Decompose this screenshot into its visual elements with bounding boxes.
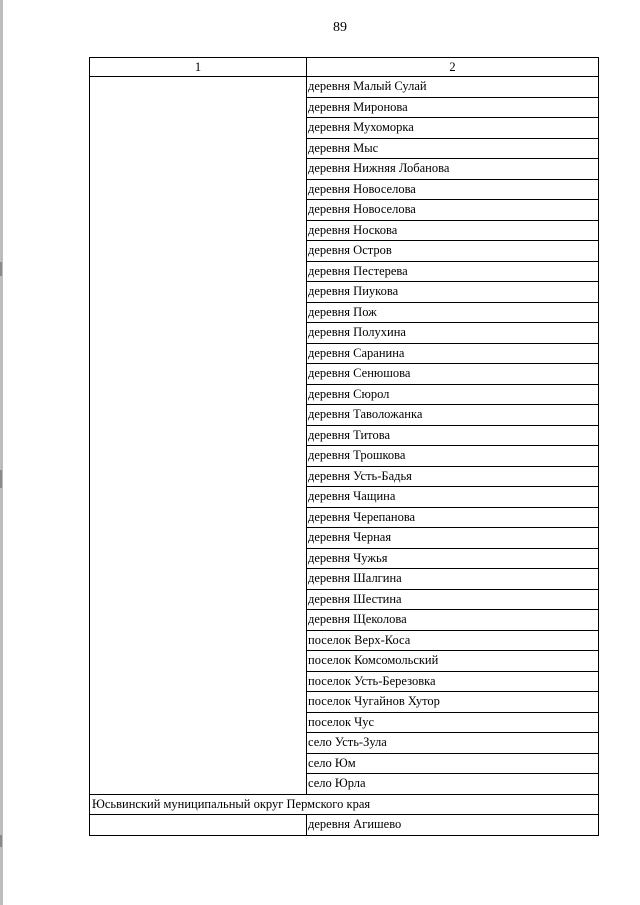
settlement-cell: деревня Трошкова: [307, 446, 599, 467]
settlement-cell: деревня Полухина: [307, 323, 599, 344]
scan-mark: [0, 262, 2, 276]
settlement-cell: деревня Чужья: [307, 548, 599, 569]
settlement-cell: деревня Саранина: [307, 343, 599, 364]
settlement-cell: деревня Усть-Бадья: [307, 466, 599, 487]
settlement-cell: деревня Черная: [307, 528, 599, 549]
settlement-cell: деревня Мухоморка: [307, 118, 599, 139]
settlement-cell: деревня Сюрол: [307, 384, 599, 405]
settlement-cell: деревня Сенюшова: [307, 364, 599, 385]
region-title: Юсьвинский муниципальный округ Пермского края: [90, 794, 599, 815]
settlement-cell: деревня Остров: [307, 241, 599, 262]
region-row: [90, 794, 599, 815]
settlement-cell: деревня Агишево: [307, 815, 599, 836]
settlement-cell: деревня Щеколова: [307, 610, 599, 631]
settlement-cell: деревня Пестерева: [307, 261, 599, 282]
table-body: [90, 58, 599, 836]
header-cell-2: 2: [307, 58, 599, 77]
settlement-cell: поселок Чугайнов Хутор: [307, 692, 599, 713]
settlement-cell: поселок Усть-Березовка: [307, 671, 599, 692]
page-number: 89: [333, 20, 347, 35]
settlement-cell: деревня Нижняя Лобанова: [307, 159, 599, 180]
settlement-cell: деревня Шалгина: [307, 569, 599, 590]
settlement-cell: село Усть-Зула: [307, 733, 599, 754]
table-row: [90, 77, 599, 98]
settlement-cell: деревня Носкова: [307, 220, 599, 241]
scan-mark: [0, 835, 2, 847]
settlements-table: [89, 57, 599, 836]
settlement-cell: поселок Чус: [307, 712, 599, 733]
settlement-cell: деревня Таволожанка: [307, 405, 599, 426]
settlement-cell: деревня Титова: [307, 425, 599, 446]
settlement-cell: деревня Пиукова: [307, 282, 599, 303]
header-cell-1: 1: [90, 58, 307, 77]
municipality-cell: [90, 77, 307, 795]
settlement-cell: деревня Шестина: [307, 589, 599, 610]
settlement-cell: деревня Пож: [307, 302, 599, 323]
settlement-cell: деревня Миронова: [307, 97, 599, 118]
settlement-cell: поселок Комсомольский: [307, 651, 599, 672]
settlement-cell: село Юрла: [307, 774, 599, 795]
settlement-cell: деревня Новоселова: [307, 179, 599, 200]
scan-left-edge: [0, 0, 3, 905]
table-header-row: [90, 58, 599, 77]
settlement-cell: деревня Чащина: [307, 487, 599, 508]
settlement-cell: деревня Малый Сулай: [307, 77, 599, 98]
table-row: [90, 815, 599, 836]
municipality-cell: [90, 815, 307, 836]
settlement-cell: деревня Новоселова: [307, 200, 599, 221]
settlement-cell: село Юм: [307, 753, 599, 774]
settlement-cell: поселок Верх-Коса: [307, 630, 599, 651]
settlement-cell: деревня Черепанова: [307, 507, 599, 528]
settlement-cell: деревня Мыс: [307, 138, 599, 159]
scan-mark: [0, 470, 2, 488]
